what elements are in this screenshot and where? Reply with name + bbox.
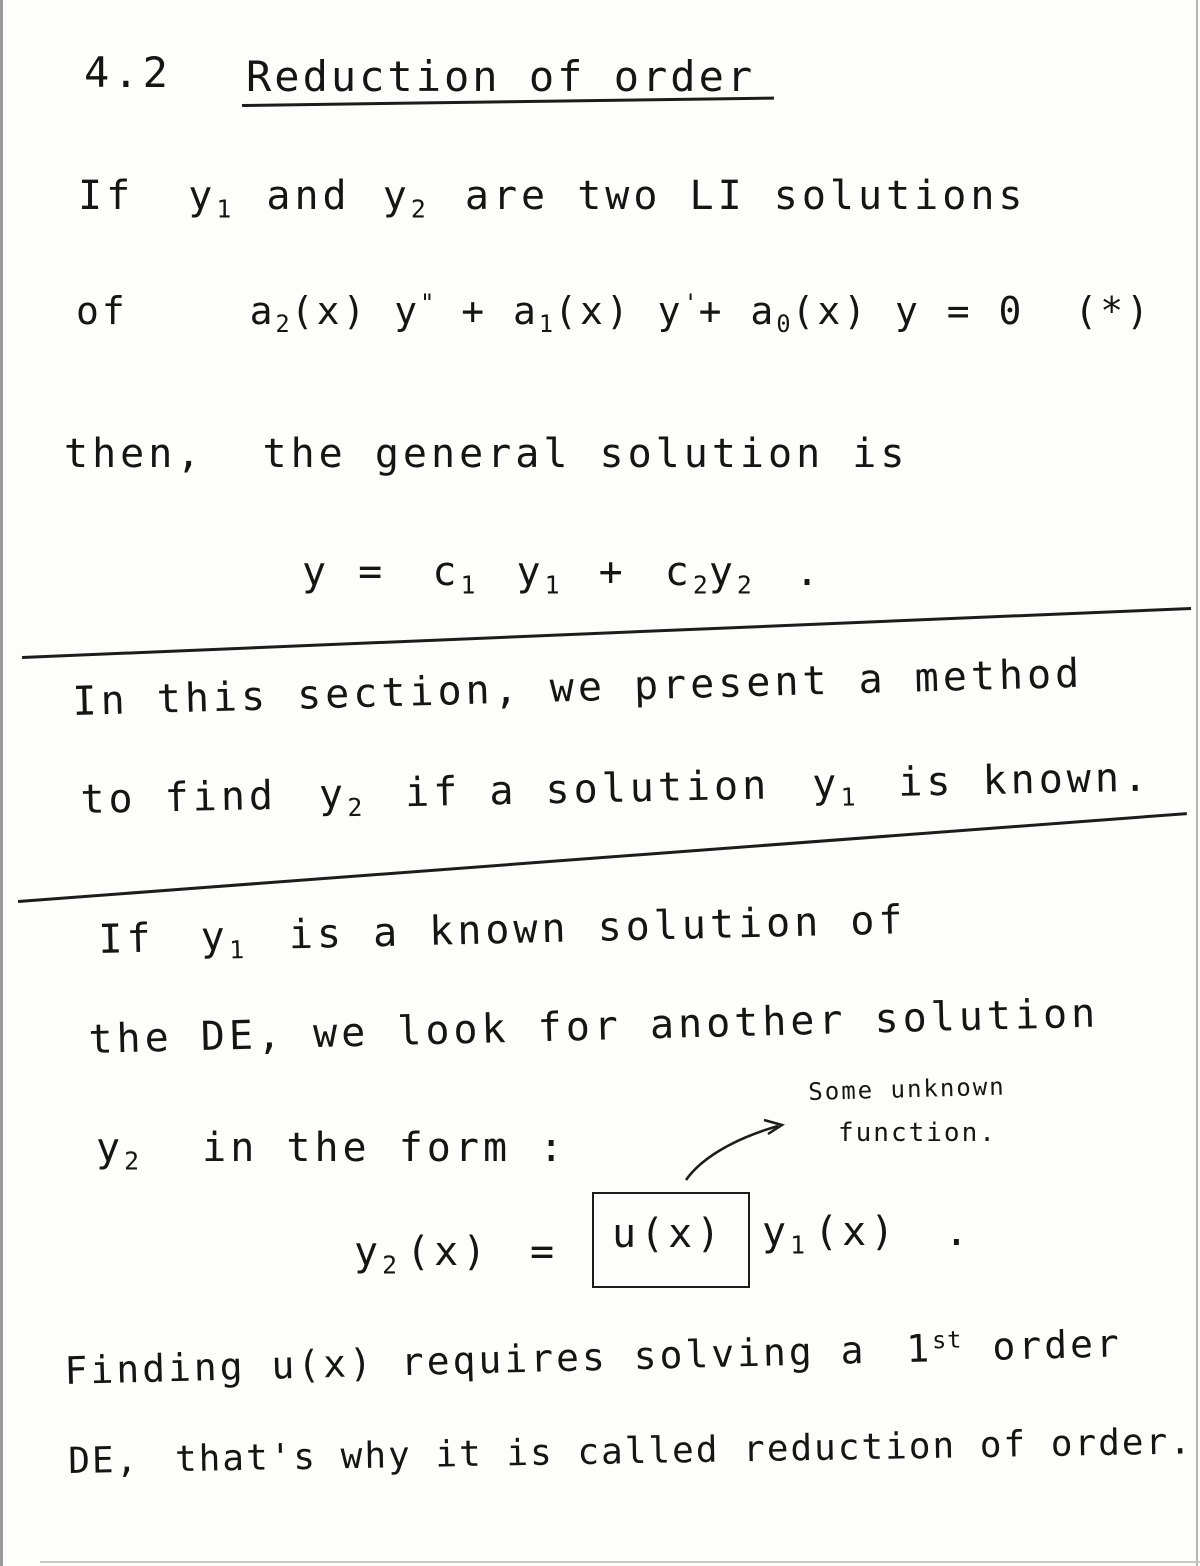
y2-symbol: y — [382, 173, 411, 219]
method-line-1: If $y_1$ is a known solution of — [97, 897, 908, 965]
recap-then: then, — [64, 431, 205, 477]
method-line-2: the DE, we look for another solution — [87, 990, 1100, 1063]
section-title: Reduction of order — [246, 52, 756, 101]
note-line-2: function. — [838, 1118, 997, 1148]
ode-equation: $a_2(x) y^" + a_1(x)$ $y'+ a_0(x) y = 0$ — [249, 289, 1025, 339]
y1-symbol: y — [188, 173, 217, 219]
recap-if: If — [78, 173, 135, 219]
conclusion-line-1: Finding u(x) requires solving a 1st order — [63, 1321, 1123, 1393]
ansatz-known-solution: $y_1$ (x) . — [762, 1209, 973, 1260]
recap-general-solution: the general solution is — [262, 431, 909, 477]
general-solution-equation: $y = c_1$ $y_1 + c_2y_2$ . — [302, 549, 824, 600]
ansatz-lhs: $y_2$ (x) — [354, 1229, 491, 1280]
intro-line-1: In this section, we present a method — [71, 650, 1084, 725]
unknown-function-u: u(x) — [612, 1211, 725, 1257]
recap-of: of — [76, 289, 128, 333]
y2-subscript: 2 — [410, 194, 427, 224]
method-line-3: $y_2$ in the form : — [96, 1125, 568, 1176]
y1-subscript: 1 — [216, 194, 233, 224]
recap-and: and — [266, 173, 351, 219]
note-line-1: Some unknown — [807, 1072, 1007, 1106]
intro-line-2: to find $y_2$ if a solution $y_1$ is known. — [79, 754, 1152, 823]
equation-tag: (*) — [1074, 289, 1152, 333]
conclusion-line-2: DE, that's why it is called reduction of order. — [67, 1421, 1194, 1482]
section-number: 4.2 — [84, 48, 172, 97]
recap-tail: are two LI solutions — [464, 173, 1027, 219]
ansatz-equals: = — [530, 1229, 559, 1275]
